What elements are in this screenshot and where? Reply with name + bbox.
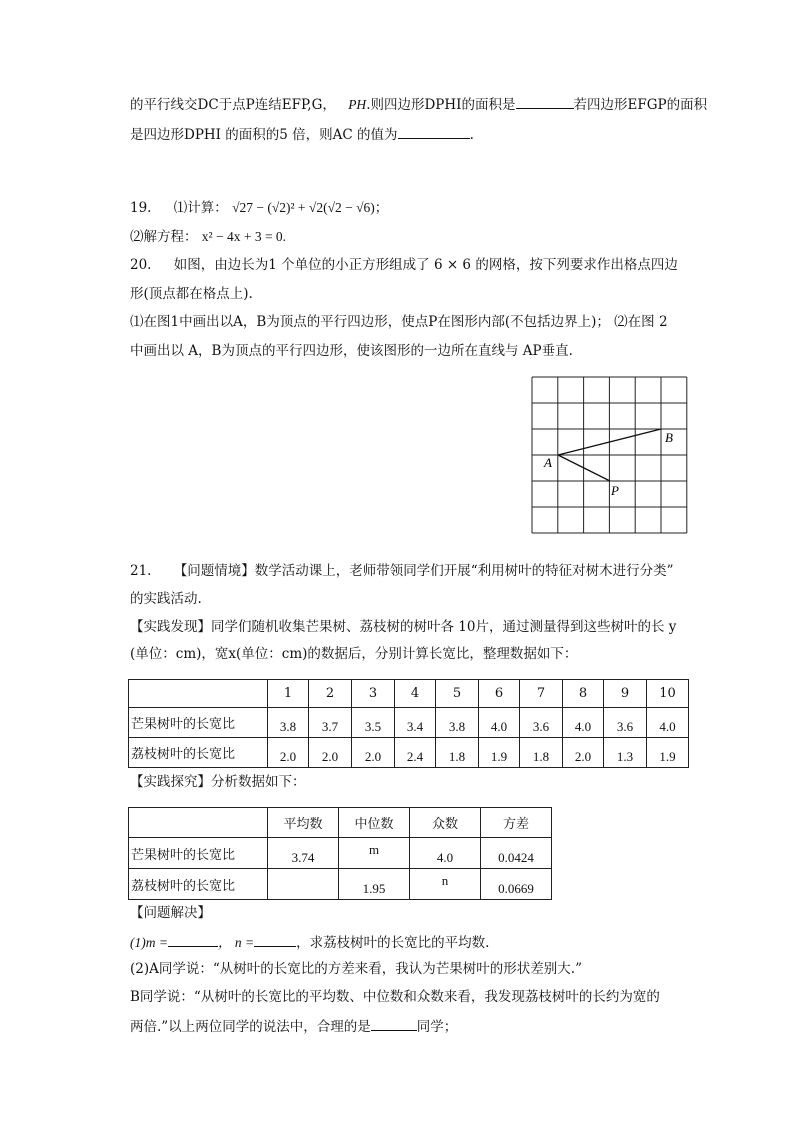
stats-cell: 1.95	[339, 869, 410, 900]
q19-part1-label: ⑴计算：	[173, 200, 228, 216]
q20-line-2: 形(顶点都在格点上).	[130, 286, 253, 302]
q21-line-4: (单位：cm)，宽x(单位：cm)的数据后，分别计算长宽比，整理数据如下：	[130, 646, 578, 662]
stats-header-cell: 方差	[481, 808, 552, 838]
q20-line-3: ⑴在图1中画出以A，B为顶点的平行四边形，使点P在图形内部(不包括边界上)； ⑵在图 2	[130, 314, 668, 330]
answer-blank[interactable]	[398, 124, 470, 139]
q19-part2-label: ⑵解方程：	[130, 229, 198, 245]
stats-header-cell: 中位数	[339, 808, 410, 838]
q21-number: 21.	[130, 563, 152, 579]
q19-part-2	[130, 228, 286, 246]
q18-line-1: 的平行线交DC于点P连结EFP,G， PH.则四边形DPHI的面积是 若四边形EFGP的面积	[130, 94, 707, 114]
table-cell: 4.0	[479, 708, 520, 738]
solve-line-1: (1)m = ， n = ，求荔枝树叶的长宽比的平均数.	[130, 932, 489, 952]
ratio-table	[128, 679, 689, 768]
table-header-cell	[129, 680, 268, 708]
stats-header-cell: 众数	[410, 808, 481, 838]
table-header-cell: 3	[352, 680, 395, 708]
table-row	[129, 738, 689, 768]
stats-cell: 4.0	[410, 838, 481, 869]
q21-line-2: 的实践活动.	[130, 591, 202, 607]
stats-cell	[268, 869, 339, 900]
row-label: 芒果树叶的长宽比	[129, 838, 268, 869]
solve-title: 【问题解决】	[130, 905, 211, 921]
table-header-cell: 4	[395, 680, 436, 708]
table-cell: 4.0	[647, 708, 689, 738]
table-header-cell: 9	[604, 680, 647, 708]
q18-line-2: 是四边形DPHI 的面积的5 倍，则AC 的值为 .	[130, 124, 474, 144]
solve-line-2: (2)A同学说：“从树叶的长宽比的方差来看，我认为芒果树叶的形状差别大.”	[130, 961, 582, 977]
table-header-row	[129, 680, 689, 708]
solve-line-4: 两倍.”以上两位同学的说法中，合理的是 同学；	[130, 1016, 457, 1036]
q19-number: 19.	[130, 200, 152, 216]
q19-part2-expr: x² − 4x + 3 = 0.	[201, 229, 287, 244]
table-header-cell: 6	[479, 680, 520, 708]
q20-line-1: 20. 如图，由边长为1 个单位的小正方形组成了 6 × 6 的网格，按下列要求作出格点四边	[130, 257, 678, 273]
grid-figure	[520, 370, 700, 540]
stats-header-cell: 平均数	[268, 808, 339, 838]
table-cell: 1.9	[647, 738, 689, 768]
table-cell: 2.0	[352, 738, 395, 768]
answer-blank-m[interactable]	[168, 932, 218, 947]
table-header-cell: 1	[268, 680, 309, 708]
solve-line-3: B同学说：“从树叶的长宽比的平均数、中位数和众数来看，我发现荔枝树叶的长约为宽的	[130, 989, 660, 1005]
table-header-cell: 2	[309, 680, 352, 708]
stats-header-cell	[129, 808, 268, 838]
stats-header-row	[129, 808, 552, 838]
row-label: 荔枝树叶的长宽比	[129, 738, 268, 768]
table-cell: 3.6	[604, 708, 647, 738]
table-row	[129, 708, 689, 738]
stats-row	[129, 869, 552, 900]
table-cell: 2.4	[395, 738, 436, 768]
table-header-cell: 7	[520, 680, 563, 708]
table-cell: 3.6	[520, 708, 563, 738]
answer-blank-student[interactable]	[371, 1016, 417, 1031]
q19-part-1	[130, 199, 388, 217]
q20-line-4: 中画出以 A，B为顶点的平行四边形，使该图形的一边所在直线与 AP垂直.	[130, 343, 573, 359]
grid-lines	[532, 377, 687, 533]
row-label: 荔枝树叶的长宽比	[129, 869, 268, 900]
q21-line-3: 【实践发现】同学们随机收集芒果树、荔枝树的树叶各 10片，通过测量得到这些树叶的长 y	[130, 619, 677, 635]
stats-cell: 0.0669	[481, 869, 552, 900]
point-a-label: A	[544, 455, 552, 470]
table-cell: 1.8	[436, 738, 479, 768]
point-b-label: B	[665, 430, 673, 445]
table-header-cell: 10	[647, 680, 689, 708]
q19-part1-expr: √27 − (√2)² + √2(√2 − √6)；	[232, 200, 389, 215]
q21-line-1: 21. 【问题情境】数学活动课上，老师带领同学们开展“利用树叶的特征对树木进行分类”	[130, 563, 674, 579]
point-p-label: P	[611, 483, 619, 498]
answer-blank-n[interactable]	[254, 932, 296, 947]
table-cell: 2.0	[268, 738, 309, 768]
table-cell: 3.5	[352, 708, 395, 738]
table-cell: 2.0	[563, 738, 604, 768]
stats-row	[129, 838, 552, 869]
table-cell: 1.9	[479, 738, 520, 768]
answer-blank[interactable]	[516, 94, 574, 109]
table-header-cell: 8	[563, 680, 604, 708]
table-cell: 1.8	[520, 738, 563, 768]
q20-number: 20.	[130, 257, 152, 273]
table-cell: 3.7	[309, 708, 352, 738]
stats-cell: n	[410, 869, 481, 900]
table-header-cell: 5	[436, 680, 479, 708]
table-cell: 3.4	[395, 708, 436, 738]
stats-table	[128, 807, 552, 900]
explore-title: 【实践探究】分析数据如下：	[130, 774, 306, 790]
table-cell: 3.8	[436, 708, 479, 738]
table-cell: 1.3	[604, 738, 647, 768]
table-cell: 4.0	[563, 708, 604, 738]
row-label: 芒果树叶的长宽比	[129, 708, 268, 738]
stats-cell: m	[339, 838, 410, 869]
stats-cell: 0.0424	[481, 838, 552, 869]
table-cell: 3.8	[268, 708, 309, 738]
stats-cell: 3.74	[268, 838, 339, 869]
table-cell: 2.0	[309, 738, 352, 768]
